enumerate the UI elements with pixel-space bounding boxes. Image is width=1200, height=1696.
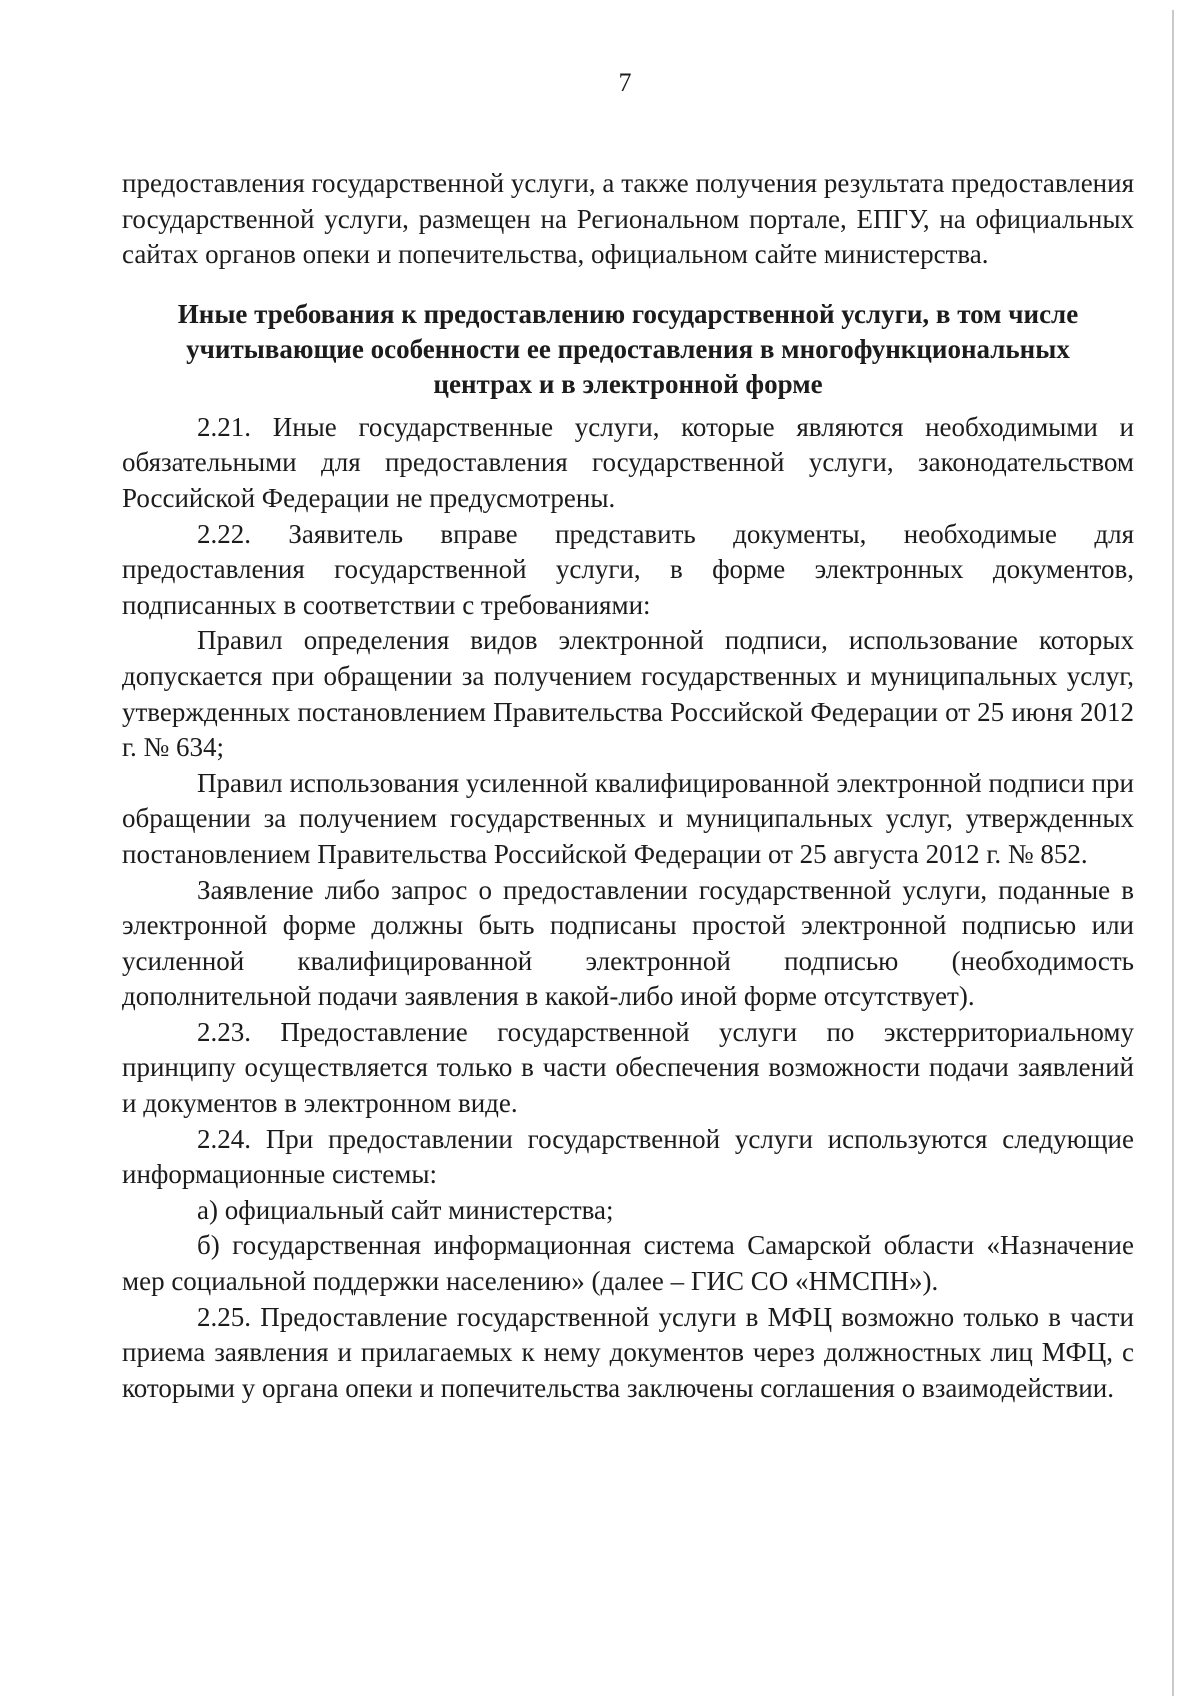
page-edge-line xyxy=(1172,10,1174,1696)
paragraph-2-22-rules-signature-types: Правил определения видов электронной подписи, использование которых допускается при обращении за получением государственных и муниципальных услуг, утвержденных постановлением Правительства Российской Федерации от 25 июня 2012 г. № 634; xyxy=(122,625,1134,763)
section-heading-line-2: учитывающие особенности ее предоставления в многофункциональных xyxy=(186,333,1070,364)
section-heading-line-3: центрах и в электронной форме xyxy=(433,368,823,399)
paragraph-2-24: 2.24. При предоставлении государственной услуги используются следующие информационные системы: xyxy=(122,1123,1134,1190)
paragraph-2-24-item-b: б) государственная информационная система Самарской области «Назначение мер социальной поддержки населению» (далее – ГИС СО «НМСПН»). xyxy=(122,1230,1134,1297)
paragraph-2-22-application-signing: Заявление либо запрос о предоставлении государственной услуги, поданные в электронной форме должны быть подписаны простой электронной подписью или усиленной квалифицированной электронной подписью (необходимость дополнительной подачи заявления в какой-либо иной форме отсутствует). xyxy=(122,874,1134,1012)
paragraph-2-25: 2.25. Предоставление государственной услуги в МФЦ возможно только в части приема заявления и прилагаемых к нему документов через должностных лиц МФЦ, с которыми у органа опеки и попечительства заключены соглашения о взаимодействии. xyxy=(122,1301,1134,1403)
section-heading xyxy=(122,297,1134,402)
paragraph-continuation: предоставления государственной услуги, а также получения результата предоставления государственной услуги, размещен на Региональном портале, ЕПГУ, на официальных сайтах органов опеки и попечительства, официальном сайте министерства. xyxy=(122,168,1134,270)
page-number: 7 xyxy=(618,68,632,97)
document-body xyxy=(122,166,1134,1406)
paragraph-2-23: 2.23. Предоставление государственной услуги по экстерриториальному принципу осуществляется только в части обеспечения возможности подачи заявлений и документов в электронном виде. xyxy=(122,1016,1134,1119)
paragraph-2-24-item-a: а) официальный сайт министерства; xyxy=(197,1194,614,1225)
section-heading-line-1: Иные требования к предоставлению государственной услуги, в том числе xyxy=(177,298,1079,329)
paragraph-2-21: 2.21. Иные государственные услуги, которые являются необходимыми и обязательными для предоставления государственной услуги, законодательством Российской Федерации не предусмотрены. xyxy=(122,411,1134,513)
paragraph-2-22: 2.22. Заявитель вправе представить документы, необходимые для предоставления государственной услуги, в форме электронных документов, подписанных в соответствии с требованиями: xyxy=(122,518,1134,620)
paragraph-2-22-rules-qualified-signature: Правил использования усиленной квалифицированной электронной подписи при обращении за получением государственных и муниципальных услуг, утвержденных постановлением Правительства Российской Федерации от 25 августа 2012 г. № 852. xyxy=(122,767,1134,869)
